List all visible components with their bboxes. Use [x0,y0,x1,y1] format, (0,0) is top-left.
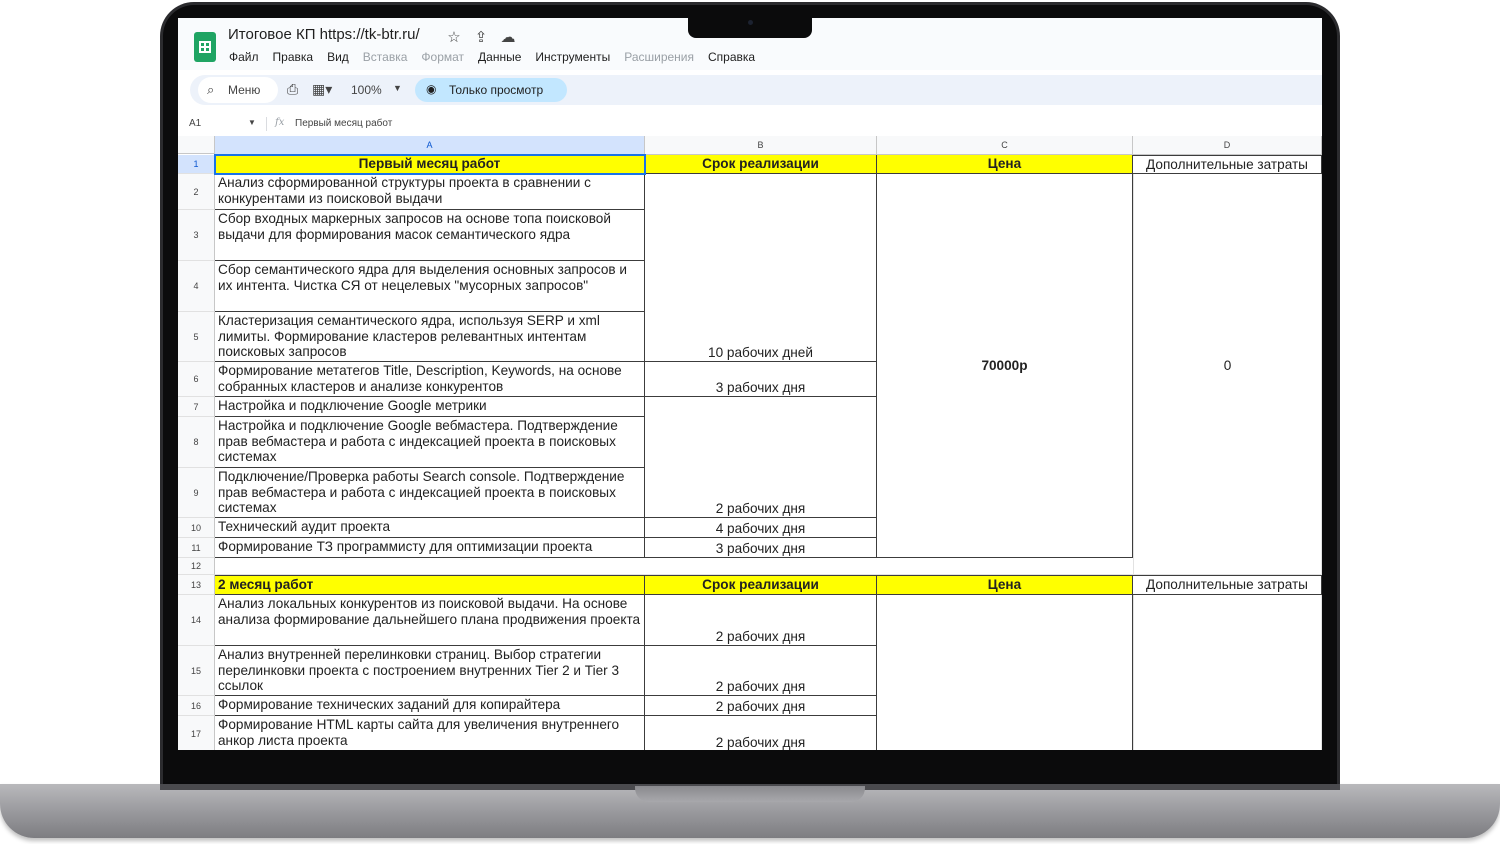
laptop-hinge-notch [635,786,865,802]
task-cell[interactable]: Формирование ТЗ программисту для оптимизации проекта [215,538,645,558]
task-cell[interactable]: Формирование HTML карты сайта для увеличения внутреннего анкор листа проекта [215,716,645,750]
month1-header-title[interactable]: Первый месяц работ [215,155,645,174]
task-cell[interactable]: Подключение/Проверка работы Search console. Подтверждение прав вебмастера и работа с индексацией проекта в поисковых системах [215,468,645,518]
view-only-button[interactable] [415,78,567,102]
menu-edit[interactable]: Правка [272,50,314,64]
row-header-10[interactable]: 10 [178,518,215,538]
row-header-11[interactable]: 11 [178,538,215,558]
cloud-status-icon[interactable]: ☁ [500,29,516,46]
task-cell[interactable]: Формирование технических заданий для копирайтера [215,696,645,716]
zoom-select[interactable]: 100% [351,83,382,97]
task-cell[interactable]: Кластеризация семантического ядра, используя SERP и xml лимиты. Формирование кластеров релевантных интентам поисковых запросов [215,312,645,362]
menu-extensions[interactable]: Расширения [624,50,695,64]
document-title[interactable]: Итоговое КП https://tk-btr.ru/ [228,26,420,43]
title-actions [446,28,516,46]
column-header-d[interactable]: D [1133,136,1322,155]
menu-format[interactable]: Формат [421,50,465,64]
paint-format-icon[interactable]: ▦▾ [312,81,333,97]
name-box[interactable]: A1 [189,118,202,129]
task-cell[interactable]: Настройка и подключение Google вебмастера. Подтверждение прав вебмастера и работа с индексацией проекта в поисковых системах [215,417,645,468]
term-cell[interactable]: 4 рабочих дня [645,518,877,538]
move-icon[interactable]: ⇪ [474,29,488,46]
column-header-c[interactable]: C [877,136,1133,155]
formula-bar [178,114,1322,134]
task-cell[interactable]: Настройка и подключение Google метрики [215,397,645,417]
row-header-6[interactable]: 6 [178,362,215,397]
row-header-17[interactable]: 17 [178,716,215,750]
term-cell[interactable]: 2 рабочих дня [645,397,877,518]
row-header-14[interactable]: 14 [178,595,215,646]
search-icon: ⌕ [207,82,215,97]
row-header-5[interactable]: 5 [178,312,215,362]
column-header-a[interactable]: A [215,136,645,155]
row-header-8[interactable]: 8 [178,417,215,468]
menu-view[interactable]: Вид [327,50,349,64]
task-cell[interactable]: Сбор семантического ядра для выделения основных запросов и их интента. Чистка СЯ от нецелевых "мусорных запросов" [215,261,645,312]
eye-icon: ◉ [426,82,437,96]
task-cell[interactable]: Формирование метатегов Title, Description, Keywords, на основе собранных кластеров и анализе конкурентов [215,362,645,397]
screen [178,18,1322,750]
task-cell[interactable]: Сбор входных маркерных запросов на основе топа поисковой выдачи для формирования масок семантического ядра [215,210,645,261]
menu-tools[interactable]: Инструменты [535,50,611,64]
menu-help[interactable]: Справка [708,50,756,64]
chevron-down-icon[interactable]: ▼ [248,118,256,127]
toolbar [190,75,1322,105]
row-header-12[interactable]: 12 [178,558,215,575]
row-header-9[interactable]: 9 [178,468,215,518]
row-header-16[interactable]: 16 [178,696,215,716]
menu-file[interactable]: Файл [229,50,259,64]
price-cell[interactable]: 70000р [877,174,1133,558]
formula-input[interactable]: Первый месяц работ [295,118,393,129]
price-cell-empty[interactable] [877,595,1133,750]
month2-header-price[interactable]: Цена [877,575,1133,595]
menu-insert[interactable]: Вставка [362,50,408,64]
chevron-down-icon[interactable]: ▼ [393,83,402,93]
task-cell[interactable]: Технический аудит проекта [215,518,645,538]
star-icon[interactable]: ☆ [447,29,461,46]
menu-search-label: Меню [228,83,261,97]
row-header-3[interactable]: 3 [178,210,215,261]
row-header-13[interactable]: 13 [178,575,215,595]
column-header-b[interactable]: B [645,136,877,155]
term-cell[interactable]: 2 рабочих дня [645,696,877,716]
fx-icon: fx [275,117,285,128]
term-cell[interactable]: 2 рабочих дня [645,595,877,646]
term-cell[interactable]: 10 рабочих дней [645,174,877,362]
divider [266,117,267,131]
row-header-4[interactable]: 4 [178,261,215,312]
month1-header-term[interactable]: Срок реализации [645,155,877,174]
menu-bar [229,50,755,64]
term-cell[interactable]: 2 рабочих дня [645,646,877,696]
row-header-2[interactable]: 2 [178,174,215,210]
row-header-7[interactable]: 7 [178,397,215,417]
extra-cost-cell[interactable]: 0 [1223,358,1232,374]
select-all-corner[interactable] [178,136,215,154]
month2-header-term[interactable]: Срок реализации [645,575,877,595]
task-cell[interactable]: Анализ сформированной структуры проекта в сравнении с конкурентами из поисковой выдачи [215,174,645,210]
term-cell[interactable]: 3 рабочих дня [645,362,877,397]
task-cell[interactable]: Анализ внутренней перелинковки страниц. Выбор стратегии перелинковки проекта с построением внутренних Tier 2 и Tier 3 ссылок [215,646,645,696]
row-header-1[interactable]: 1 [178,155,215,174]
month1-header-extra[interactable]: Дополнительные затраты [1133,155,1322,174]
camera-icon [748,20,753,25]
month2-header-title[interactable]: 2 месяц работ [215,575,645,595]
print-icon[interactable]: ⎙ [287,81,299,97]
menu-search-button[interactable] [198,77,278,103]
sheets-logo-icon[interactable] [194,32,216,62]
menu-data[interactable]: Данные [478,50,522,64]
term-cell[interactable]: 2 рабочих дня [645,716,877,750]
row-header-15[interactable]: 15 [178,646,215,696]
task-cell[interactable]: Анализ локальных конкурентов из поисковой выдачи. На основе анализа формирование дальнейшего плана продвижения проекта [215,595,645,646]
view-only-label: Только просмотр [449,83,544,97]
month1-header-price[interactable]: Цена [877,155,1133,174]
month2-header-extra[interactable]: Дополнительные затраты [1133,575,1322,595]
term-cell[interactable]: 3 рабочих дня [645,538,877,558]
